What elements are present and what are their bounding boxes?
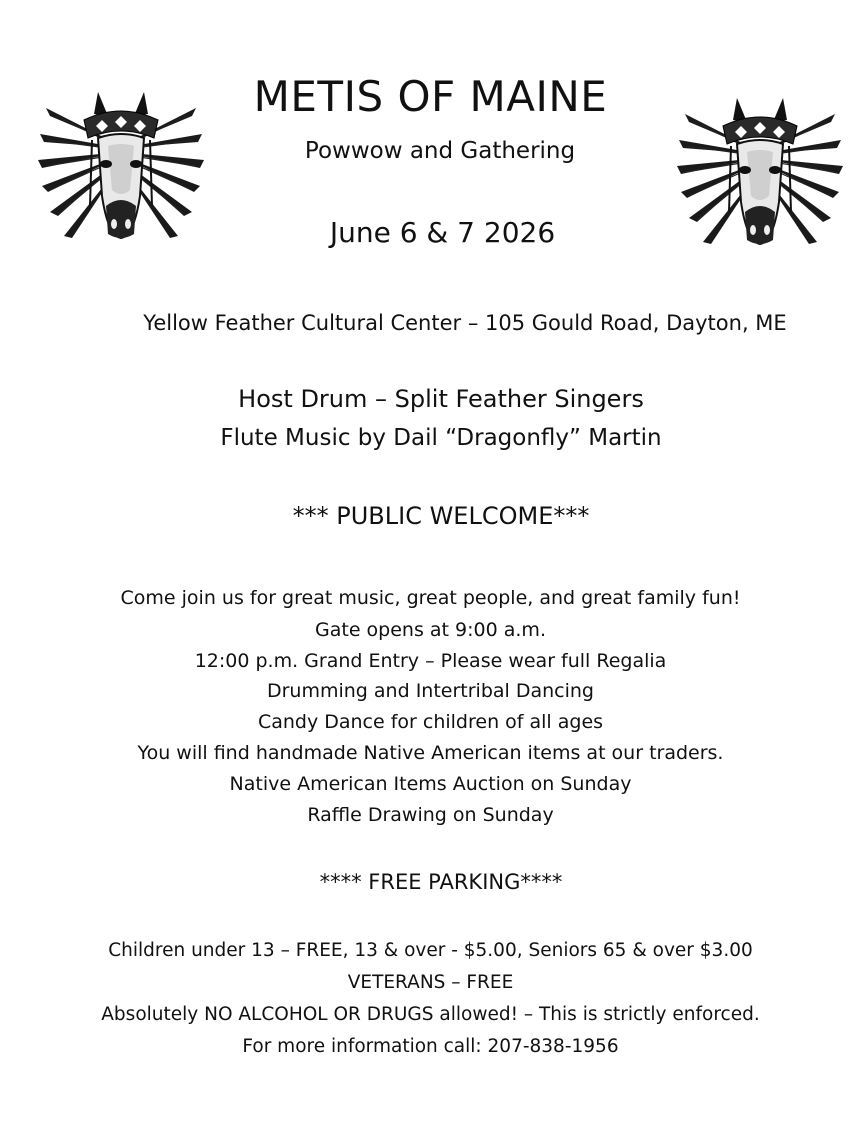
no-alcohol-notice: Absolutely NO ALCOHOL OR DRUGS allowed! – This is strictly enforced. xyxy=(101,1004,760,1025)
event-date: June 6 & 7 2026 xyxy=(329,216,556,249)
page-subtitle: Powwow and Gathering xyxy=(304,138,576,164)
detail-line: 12:00 p.m. Grand Entry – Please wear full Regalia xyxy=(194,650,667,672)
host-drum: Host Drum – Split Feather Singers xyxy=(238,385,644,413)
page-title: METIS OF MAINE xyxy=(253,72,608,121)
contact-phone: For more information call: 207-838-1956 xyxy=(242,1036,619,1057)
venue-address: Yellow Feather Cultural Center – 105 Gould Road, Dayton, ME xyxy=(143,311,787,335)
detail-line: Drumming and Intertribal Dancing xyxy=(266,680,594,702)
flute-music: Flute Music by Dail “Dragonfly” Martin xyxy=(220,425,662,451)
veterans-free: VETERANS – FREE xyxy=(347,972,514,993)
detail-line: You will find handmade Native American items at our traders. xyxy=(137,742,724,764)
free-parking: **** FREE PARKING**** xyxy=(319,870,563,894)
detail-line: Gate opens at 9:00 a.m. xyxy=(315,619,546,641)
detail-line: Come join us for great music, great people, and great family fun! xyxy=(120,587,741,609)
detail-line: Candy Dance for children of all ages xyxy=(257,711,604,733)
detail-line: Raffle Drawing on Sunday xyxy=(307,804,554,826)
detail-line: Native American Items Auction on Sunday xyxy=(229,773,632,795)
public-welcome: *** PUBLIC WELCOME*** xyxy=(292,502,590,530)
admission-prices: Children under 13 – FREE, 13 & over - $5.00, Seniors 65 & over $3.00 xyxy=(108,940,753,961)
